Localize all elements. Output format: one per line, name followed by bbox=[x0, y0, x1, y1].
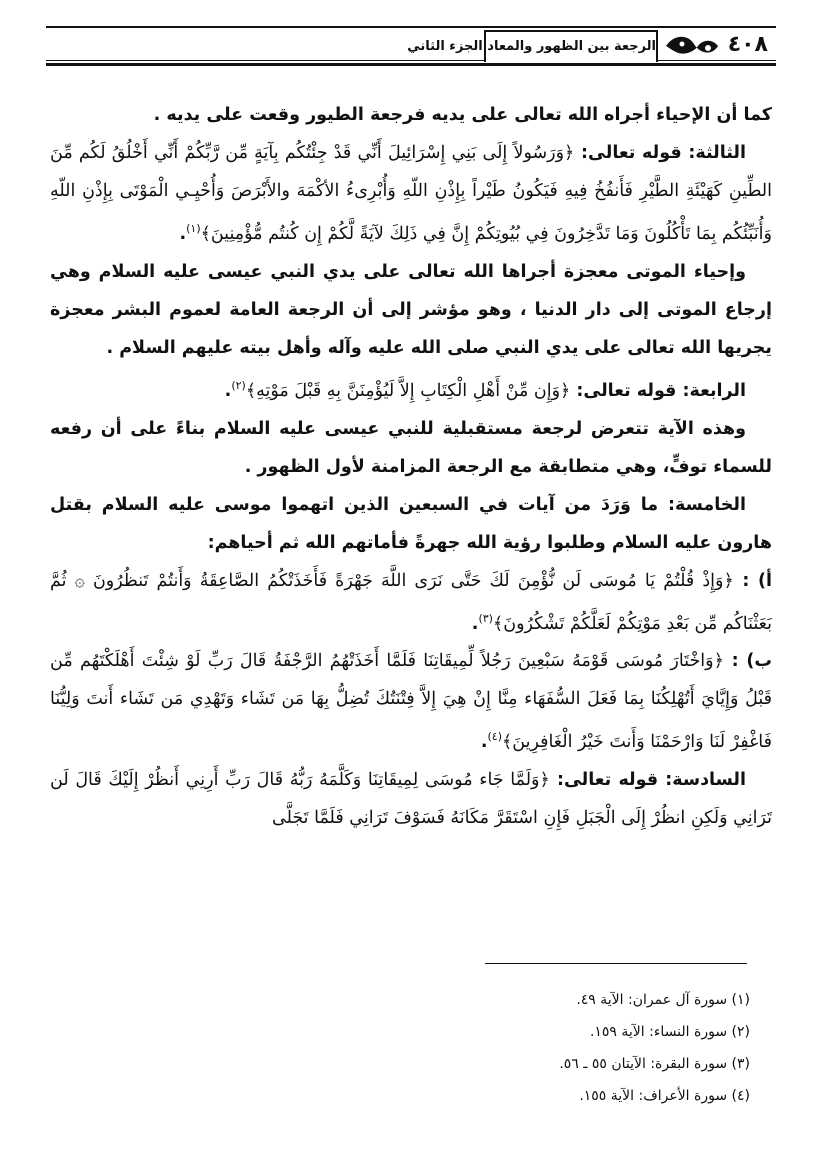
quran-verse: ﴿وَرَسُولاً إِلَى بَنِي إِسْرَائِيلَ أَنِّي قَدْ جِئْتُكُم بِآيَةٍ مِّن رَّبِّكُمْ أَنِّي أَخْلُقُ لَكُم مِّنَ الطِّينِ كَهَيْئَةِ الطَّيْرِ فَأَنفُخُ فِيهِ فَيَكُونُ طَيْراً بِإِذْنِ اللّهِ وَأُبْرِىءُ الأكْمَهَ والأَبْرَصَ وَأُحْيِـي الْمَوْتَى بِإِذْنِ اللّهِ وَأُنَبِّئُكُم بِمَا تَأْكُلُونَ وَمَا تَدَّخِرُونَ فِي بُيُوتِكُمْ إِنَّ فِي ذَلِكَ لآيَةً لَّكُمْ إِن كُنتُم مُّؤْمِنِينَ﴾ bbox=[50, 143, 772, 244]
page-number: ٤٠٨ bbox=[727, 32, 768, 57]
quran-verse: ﴿وَاخْتَارَ مُوسَى قَوْمَهُ سَبْعِينَ رَجُلاً لِّمِيقَاتِنَا فَلَمَّا أَخَذَتْهُمُ الرَّجْفَةُ قَالَ رَبِّ لَوْ شِئْتَ أَهْلَكْتَهُم مِّن قَبْلُ وَإِيَّايَ أَتُهْلِكُنَا بِمَا فَعَلَ السُّفَهَاء مِنَّا إِنْ هِيَ إِلاَّ فِتْنَتُكَ تُضِلُّ بِهَا مَن تَشَاء وَتَهْدِي مَن تَشَاء أَنتَ وَلِيُّنَا فَاغْفِرْ لَنَا وَارْحَمْنَا وَأَنتَ خَيْرُ الْغَافِرِينَ﴾ bbox=[50, 651, 772, 753]
ornament-icon bbox=[664, 32, 720, 60]
footnote-separator bbox=[485, 963, 747, 964]
quran-verse: ﴿وَإِذْ قُلْتُمْ يَا مُوسَى لَن نُّؤْمِنَ لَكَ حَتَّى نَرَى اللَّهَ جَهْرَةً فَأَخَذَتْكُمُ الصَّاعِقَةُ وَأَنتُمْ تَنظُرُونَ ۞ ثُمَّ بَعَثْنَاكُم مِّن بَعْدِ مَوْتِكُمْ لَعَلَّكُمْ تَشْكُرُونَ﴾ bbox=[50, 570, 772, 634]
paragraph-suffix: . bbox=[471, 613, 479, 634]
footnote-reference[interactable]: (٣) bbox=[478, 611, 493, 625]
paragraph-text: السادسة: قوله تعالى: bbox=[549, 770, 746, 791]
footnote-reference[interactable]: (١) bbox=[186, 222, 201, 235]
paragraph-text: وإحياء الموتى معجزة أجراها الله تعالى على يدي النبي عيسى عليه السلام وهي إرجاع الموتى إلى دار الدنيا ، وهو مؤشر إلى أن الرجعة العامة لعموم البشر معجزة يجريها الله تعالى على يدي النبي صلى الله عليه وآله وأهل بيته عليهم السلام . bbox=[50, 261, 772, 358]
paragraph-text: كما أن الإحياء أجراه الله تعالى على يديه فرجعة الطيور وقعت على يديه . bbox=[153, 105, 772, 125]
paragraph bbox=[50, 253, 772, 367]
footnote: (٣) سورة البقرة: الآيتان ٥٥ ـ ٥٦. bbox=[559, 1056, 750, 1072]
footnote-reference[interactable]: (٤) bbox=[487, 730, 502, 744]
quran-verse: ﴿وَلَمَّا جَاء مُوسَى لِمِيقَاتِنَا وَكَلَّمَهُ رَبُّهُ قَالَ رَبِّ أَرِنِي أَنظُرْ إِلَيْكَ قَالَ لَن تَرَانِي وَلَكِنِ انظُرْ إِلَى الْجَبَلِ فَإِنِ اسْتَقَرَّ مَكَانَهُ فَسَوْفَ تَرَانِي فَلَمَّا تَجَلَّى bbox=[50, 770, 772, 829]
paragraph-suffix: . bbox=[480, 732, 488, 753]
running-header bbox=[46, 26, 776, 66]
running-title: الرجعة بين الظهور والمعاد الجزء الثاني bbox=[484, 30, 658, 62]
paragraph-suffix: . bbox=[179, 223, 187, 244]
header-rule bbox=[46, 63, 776, 66]
quran-verse: ﴿وَإِن مِّنْ أَهْلِ الْكِتَابِ إِلاَّ لَيُؤْمِنَنَّ بِهِ قَبْلَ مَوْتِهِ﴾ bbox=[245, 380, 571, 401]
header-rule bbox=[46, 26, 776, 28]
footnote-reference[interactable]: (٢) bbox=[231, 378, 246, 392]
footnote: (٢) سورة النساء: الآية ١٥٩. bbox=[589, 1024, 750, 1040]
paragraph-text: أ) : bbox=[733, 570, 772, 591]
body-text bbox=[50, 96, 772, 837]
paragraph-text: الخامسة: ما وَرَدَ من آيات في السبعين الذين اتهموا موسى عليه السلام بقتل هارون عليه السلام وطلبوا رؤية الله جهرةً فأماتهم الله ثم أحياهم: bbox=[50, 494, 772, 553]
paragraph-text: ب) : bbox=[723, 651, 772, 672]
paragraph bbox=[50, 410, 772, 486]
paragraph-suffix: . bbox=[224, 380, 232, 401]
footnotes bbox=[250, 984, 750, 1112]
paragraph bbox=[50, 761, 772, 837]
paragraph bbox=[50, 486, 772, 562]
paragraph bbox=[50, 562, 772, 643]
paragraph-text: الثالثة: قوله تعالى: bbox=[574, 143, 746, 163]
footnote: (١) سورة آل عمران: الآية ٤٩. bbox=[576, 992, 750, 1008]
paragraph bbox=[50, 367, 772, 410]
paragraph bbox=[50, 134, 772, 253]
paragraph bbox=[50, 642, 772, 761]
paragraph-text: وهذه الآية تتعرض لرجعة مستقبلية للنبي عيسى عليه السلام بناءً على أن رفعه للسماء توفٍّ، وهي متطابقة مع الرجعة المزامنة لأول الظهور . bbox=[50, 418, 772, 477]
footnote: (٤) سورة الأعراف: الآية ١٥٥. bbox=[579, 1088, 750, 1104]
paragraph-text: الرابعة: قوله تعالى: bbox=[570, 380, 746, 401]
paragraph bbox=[50, 96, 772, 134]
